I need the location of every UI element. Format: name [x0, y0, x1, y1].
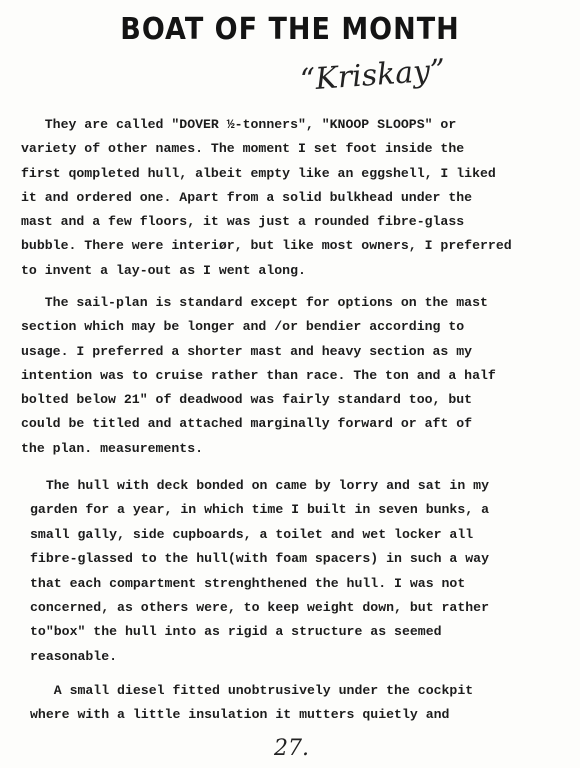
paragraph-hull-fitout: The hull with deck bonded on came by lorry and sat in my garden for a year, in which time I built in seven bunks, a small gally, side cupboards, a toilet and wet locker all fibre-glassed to the hull(with foam spacers) in such a way that each compartment strenghthened the hull. I was not concerned, as others were, to keep weight down, but rather to"box" the hull into as rigid a structure as seemed reasonable. — [30, 478, 489, 664]
paragraph-intro: They are called "DOVER ½-tonners", "KNOOP SLOOPS" or variety of other names. The moment I set foot inside the first qompleted hull, albeit empty like an eggshell, I liked it and ordered one. Apart from a solid bulkhead under the mast and a few floors, it was just a rounded fibre-glass bubble. There were interiør, but like most owners, I preferred to invent a lay-out as I went along. — [21, 117, 512, 278]
paragraph-sail-plan: The sail-plan is standard except for options on the mast section which may be longer and /or bendier according to usage. I preferred a shorter mast and heavy section as my intention was to cruise rather than race. The ton and a half bolted below 21" of deadwood was fairly standard too, but could be titled and attached marginally forward or aft of the plan. measurements. — [21, 295, 496, 456]
page-title: BOAT OF THE MONTH — [120, 12, 460, 47]
page-number: 27. — [274, 736, 309, 761]
handwritten-boat-name: “Kriskay” — [298, 52, 447, 99]
paragraph-diesel: A small diesel fitted unobtrusively under the cockpit where with a little insulation it mutters quietly and — [30, 683, 474, 723]
